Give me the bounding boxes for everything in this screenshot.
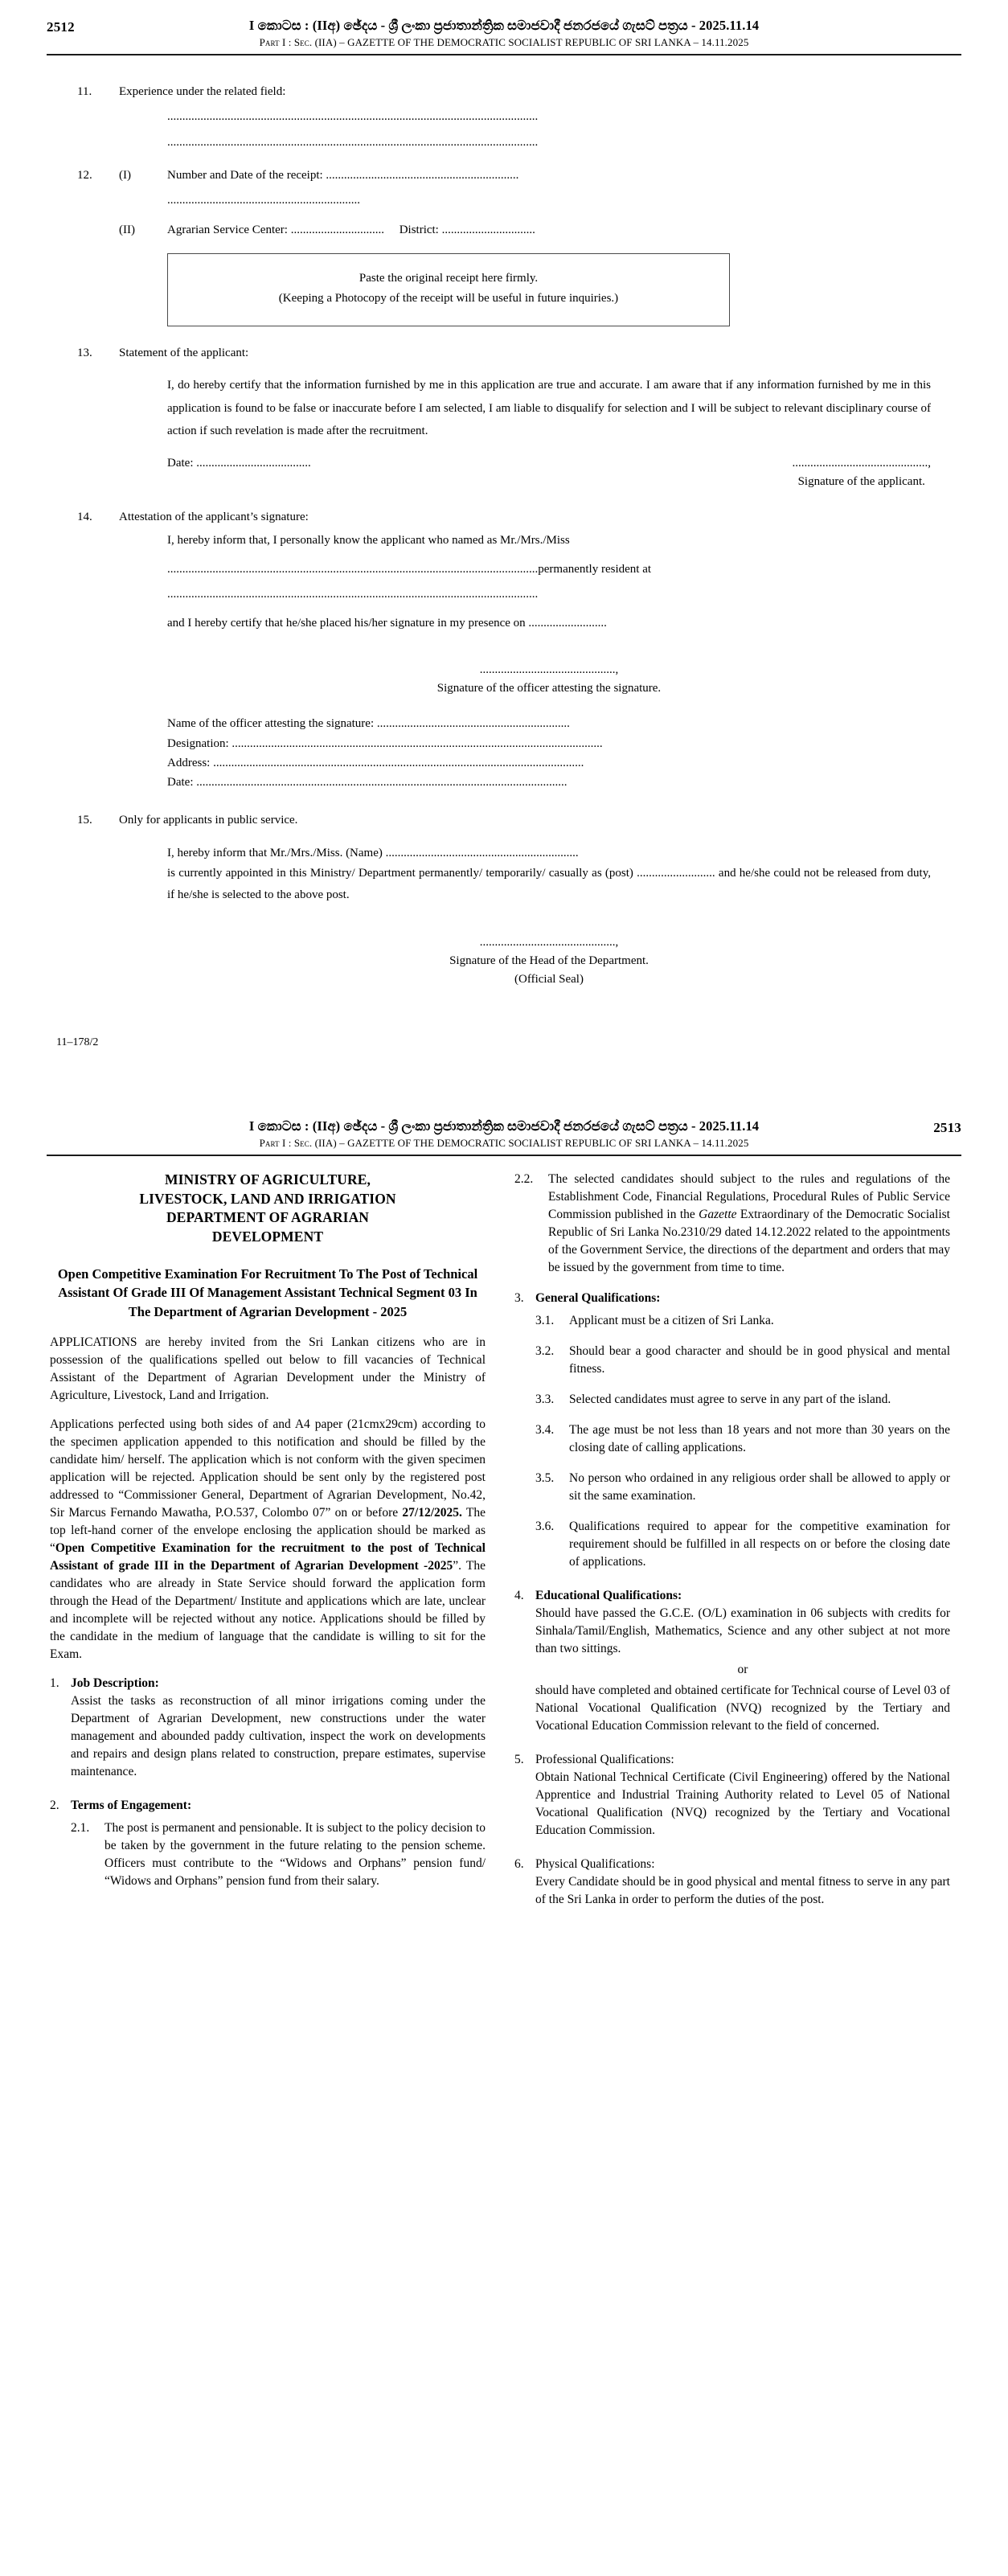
- section-2-terms-of-engagement: [50, 1797, 486, 1890]
- public-service-name-label: I, hereby inform that Mr./Mrs./Miss. (Name): [167, 846, 383, 859]
- section-2-2-body: [548, 1171, 950, 1277]
- form-item-12-i-answer-line[interactable]: ................................................................: [326, 168, 519, 182]
- section-6-body: Every Candidate should be in good physical and mental fitness to serve in any part of the Sri Lanka in order to perform the duties of the post.: [535, 1874, 950, 1906]
- officer-address-row: [167, 753, 931, 773]
- officer-designation-row: [167, 734, 931, 753]
- form-item-12-ii-spacer: [77, 221, 119, 240]
- officer-name-label: Name of the officer attesting the signature:: [167, 717, 375, 731]
- form-item-15-number: 15.: [77, 814, 92, 827]
- section-3-2-item: [535, 1343, 950, 1378]
- page2-header-sinhala: I කොටස : (IIඅ) ඡේදය - ශ්‍රී ලංකා ප්‍රජාතාන්ත්‍රික සමාජවාදී ජනරජයේ ගැසට් පත්‍රය - 2025.11.14: [248, 1118, 760, 1134]
- section-3-1-number: 3.1.: [535, 1313, 555, 1327]
- form-item-14-block: [167, 530, 931, 793]
- form-item-11-answer-line-1[interactable]: ...........................................................................................................................: [167, 110, 539, 124]
- section-3-number: 3.: [514, 1290, 524, 1305]
- page-separator: [0, 1049, 1008, 1118]
- applicant-signature-block: [793, 454, 932, 492]
- form-item-12-i-answer-line-2[interactable]: ................................................................: [167, 194, 360, 207]
- page1-folio-number: 2512: [47, 19, 75, 35]
- section-4-number: 4.: [514, 1588, 524, 1602]
- section-5-body: Obtain National Technical Certificate (Civil Engineering) offered by the National Apprentice and Industrial Training Authority related to Level 05 of National Vocational Qualification (NVQ) recognized by the Tertiary and Vocational Education Commission.: [535, 1770, 950, 1837]
- district-label: District:: [399, 224, 439, 237]
- section-3-6-number: 3.6.: [535, 1519, 555, 1533]
- section-2-1-item: [71, 1819, 486, 1890]
- applicant-date-input-line[interactable]: ......................................: [196, 457, 311, 470]
- section-2-2-item: [514, 1171, 950, 1277]
- section-6-number: 6.: [514, 1856, 524, 1871]
- section-3-2-body: Should bear a good character and should be in good physical and mental fitness.: [569, 1343, 950, 1376]
- form-item-11-number: 11.: [77, 85, 92, 98]
- notice-left-column: [50, 1171, 486, 1893]
- ministry-heading-line-4: DEVELOPMENT: [211, 1229, 324, 1245]
- form-item-12-i-label: Number and Date of the receipt:: [167, 168, 323, 182]
- section-3-3-item: [535, 1391, 950, 1409]
- section-6-heading: Physical Qualifications:: [535, 1856, 655, 1871]
- officer-signature-input-line[interactable]: .............................................,: [479, 662, 619, 676]
- gazette-page-2512: [0, 0, 1008, 1049]
- section-3-1-item: [535, 1312, 950, 1330]
- page1-header-english: Part I : Sec. (IIA) – GAZETTE OF THE DEMOCRATIC SOCIALIST REPUBLIC OF SRI LANKA – 14.11.2025: [259, 36, 749, 48]
- section-1-body: Assist the tasks as reconstruction of all minor irrigations coming under the Department of Agrarian Development, new constructions under the water management and abounded paddy cultivation, inspect the work on developments and repairs and design plans related to construction, prepare estimates, supervise maintenance.: [71, 1694, 486, 1779]
- officer-address-input-line[interactable]: ...........................................................................................................................: [213, 756, 584, 769]
- section-3-general-qualifications: [514, 1290, 950, 1571]
- head-of-department-signature-input-line[interactable]: .............................................,: [479, 935, 619, 949]
- public-service-name-input-line[interactable]: ................................................................: [385, 846, 579, 859]
- section-3-6-body: Qualifications required to appear for the competitive examination for requirement should be fulfilled in all respects on or before the closing date of applications.: [569, 1519, 950, 1569]
- section-3-5-number: 3.5.: [535, 1471, 555, 1485]
- agrarian-service-center-label: Agrarian Service Center:: [167, 224, 288, 237]
- section-1-number: 1.: [50, 1676, 59, 1691]
- page1-header-sinhala: I කොටස : (IIඅ) ඡේදය - ශ්‍රී ලංකා ප්‍රජාතාන්ත්‍රික සමාජවාදී ජනරජයේ ගැසට් පත්‍රය - 2025.11.14: [248, 18, 760, 33]
- applicant-statement-paragraph: I, do hereby certify that the information furnished by me in this application are true and accurate. I am aware that if any information furnished by me in this application is found to be false or inaccurate before I am selected, I am liable to disqualify for selection and I will be subject to relevant disciplinary course of action if such revelation is made after the recruitment.: [167, 378, 931, 438]
- notice-two-column-body: [0, 1156, 1008, 1912]
- section-4-body-option-2: should have completed and obtained certificate for Technical course of Level 03 of National Vocational Qualification (NVQ) recognized by the Tertiary and Vocational Education Commission relevant to the field of concerned.: [535, 1683, 950, 1733]
- section-3-1-body: Applicant must be a citizen of Sri Lanka.: [569, 1313, 774, 1327]
- form-item-14-label: Attestation of the applicant’s signature:: [119, 510, 309, 523]
- section-3-3-body: Selected candidates must agree to serve in any part of the island.: [569, 1392, 891, 1406]
- form-item-11-label: Experience under the related field:: [119, 85, 286, 98]
- form-item-15: [77, 811, 931, 830]
- ministry-heading-line-1: MINISTRY OF AGRICULTURE,: [164, 1171, 371, 1188]
- attestation-presence-label: and I hereby certify that he/she placed his/her signature in my presence on: [167, 617, 526, 630]
- form-item-12-ii-row: [167, 221, 931, 240]
- ministry-heading-line-2: LIVESTOCK, LAND AND IRRIGATION: [139, 1190, 396, 1207]
- application-submission-text-3: ”. The candidates who are already in State Service should forward the application form through the Head of the Department/ Institute and applications which are late, unclear and incomplete will be rejected without any notice. Applications should be filled by the candidate in the medium of language that the candidate is willing to sit for the Exam.: [50, 1559, 486, 1662]
- form-item-13: [77, 344, 931, 363]
- public-service-release-text: and he/she could not be released from duty, if he/she is selected to the above post.: [167, 866, 931, 901]
- section-5-number: 5.: [514, 1752, 524, 1766]
- section-3-5-item: [535, 1470, 950, 1505]
- form-item-15-label: Only for applicants in public service.: [119, 814, 298, 827]
- applicant-date-field: [167, 454, 311, 473]
- section-2-1-number: 2.1.: [71, 1821, 90, 1836]
- page1-reference-code: 11–178/2: [56, 1036, 99, 1048]
- form-item-14-number: 14.: [77, 510, 92, 523]
- section-3-6-item: [535, 1518, 950, 1571]
- gazette-italic-word: Gazette: [699, 1207, 737, 1221]
- gazette-page-2513: [0, 1118, 1008, 1912]
- section-2-2-text-a: The selected candidates should subject to the rules and regulations of the Establishment Code, Financial Regulations, Procedural Rules of Public Service Commission published in the: [548, 1171, 950, 1221]
- officer-signature-caption: Signature of the officer attesting the signature.: [436, 681, 662, 695]
- examination-title: Open Competitive Examination For Recruitment To The Post of Technical Assistant Of Grade III Of Management Assistant Technical Segment 03 In The Department of Agrarian Development - 2025: [57, 1265, 478, 1319]
- officer-designation-input-line[interactable]: ...........................................................................................................................: [232, 736, 603, 750]
- attestation-name-line: [167, 560, 931, 579]
- officer-date-input-line[interactable]: ...........................................................................................................................: [196, 776, 568, 790]
- envelope-marking-text: Open Competitive Examination for the recruitment to the post of Technical Assistant of grade III in the Department of Agrarian Development -2025: [50, 1541, 486, 1573]
- section-1-job-description: [50, 1675, 486, 1781]
- form-item-13-number: 13.: [77, 346, 92, 359]
- section-4-educational-qualifications: [514, 1587, 950, 1735]
- agrarian-service-center-input-line[interactable]: ...............................: [290, 224, 384, 237]
- page2-folio-spacer: [47, 1118, 88, 1120]
- paste-receipt-line-1: Paste the original receipt here firmly.: [359, 271, 539, 285]
- public-service-appointment-paragraph: [167, 863, 931, 906]
- form-item-12-roman-ii: (II): [119, 224, 135, 237]
- attestation-presence-row: [167, 613, 931, 633]
- officer-designation-label: Designation:: [167, 736, 229, 750]
- officer-signature-block: [167, 661, 931, 699]
- officer-name-input-line[interactable]: ................................................................: [376, 717, 570, 731]
- section-4-or-separator: or: [737, 1662, 748, 1676]
- section-3-4-body: The age must be not less than 18 years and not more than 30 years on the closing date of calling applications.: [569, 1422, 950, 1454]
- attestation-presence-date-line[interactable]: ..........................: [528, 617, 607, 630]
- officer-date-label: Date:: [167, 776, 194, 790]
- ministry-heading-line-3: DEPARTMENT OF AGRARIAN: [166, 1209, 370, 1226]
- form-item-12-i-row: [167, 166, 931, 185]
- form-item-12-number: 12.: [77, 168, 92, 182]
- section-1-heading: Job Description:: [71, 1676, 159, 1691]
- attestation-address-input-line[interactable]: ...........................................................................................................................: [167, 588, 539, 601]
- attestation-paragraph-a: I, hereby inform that, I personally know the applicant who named as Mr./Mrs./Miss: [167, 533, 570, 547]
- notice-right-column: [514, 1171, 950, 1912]
- paste-receipt-line-2: (Keeping a Photocopy of the receipt will be useful in future inquiries.): [278, 292, 619, 305]
- section-2-2-text-b: Extraordinary of the Democratic Socialist Republic of Sri Lanka No.2310/29 dated 14.12.2022 related to the appointments of the Government Service, the directions of the department and orders that may be issued by the government from time to time.: [548, 1207, 950, 1274]
- section-4-heading: Educational Qualifications:: [535, 1588, 682, 1602]
- attestation-permanently-resident-label: permanently resident at: [538, 562, 652, 576]
- section-3-2-number: 3.2.: [535, 1343, 555, 1358]
- form-item-11-answer-line-2[interactable]: ...........................................................................................................................: [167, 135, 539, 149]
- ministry-heading: [50, 1171, 486, 1247]
- official-seal-caption: (Official Seal): [514, 973, 584, 987]
- form-item-13-label: Statement of the applicant:: [119, 346, 249, 359]
- application-submission-text-1: Applications perfected using both sides of and A4 paper (21cmx29cm) according to the specimen application appended to this notification and should be filled by the candidate him/ herself. The application which is not conform with the given specimen application will be rejected. Application should be sent only by the registered post addressed to “Commissioner General, Department of Agrarian Development, No.42, Sir Marcus Fernando Mawatha, P.O.537, Colombo 07” on or before: [50, 1417, 486, 1520]
- applications-invited-paragraph: APPLICATIONS are hereby invited from the Sri Lankan citizens who are in possession of the qualifications spelled out below to fill vacancies of Technical Assistant of the Department of Agrarian Development under the Ministry of Agriculture, Livestock, Land and Irrigation.: [50, 1335, 486, 1403]
- officer-address-label: Address:: [167, 756, 211, 769]
- application-submission-paragraph: [50, 1416, 486, 1663]
- officer-date-row: [167, 773, 931, 792]
- form-item-13-block: [167, 374, 931, 492]
- head-of-department-signature-block: [167, 933, 931, 990]
- form-item-14: [77, 508, 931, 527]
- section-3-heading: General Qualifications:: [535, 1290, 661, 1305]
- page2-folio-number: 2513: [933, 1119, 961, 1135]
- applicant-signature-row: [167, 454, 931, 492]
- section-3-4-number: 3.4.: [535, 1422, 555, 1437]
- applicant-signature-caption: Signature of the applicant.: [797, 475, 925, 489]
- officer-name-row: [167, 714, 931, 733]
- application-deadline-date: 27/12/2025.: [402, 1506, 462, 1520]
- form-item-11: [77, 83, 931, 101]
- page1-folio-spacer: [920, 18, 961, 19]
- section-2-heading: Terms of Engagement:: [71, 1799, 192, 1813]
- section-3-3-number: 3.3.: [535, 1392, 555, 1406]
- district-input-line[interactable]: ...............................: [441, 224, 535, 237]
- form-item-12: [77, 166, 931, 185]
- page1-running-head: [0, 18, 1008, 49]
- form-item-15-block: [167, 843, 931, 990]
- section-5-heading: Professional Qualifications:: [535, 1752, 674, 1766]
- application-form-body: [0, 55, 1008, 990]
- applicant-signature-input-line[interactable]: .............................................,: [792, 457, 931, 470]
- section-4-body-option-1: Should have passed the G.C.E. (O/L) examination in 06 subjects with credits for Sinhala/Tamil/English, Mathematics, Science and any other subject at not more than two sittings.: [535, 1606, 950, 1655]
- public-service-post-input-line[interactable]: ..........................: [637, 866, 715, 880]
- section-5-professional-qualifications: [514, 1751, 950, 1840]
- section-3-4-item: [535, 1421, 950, 1457]
- section-2-number: 2.: [50, 1799, 59, 1813]
- head-of-department-signature-caption: Signature of the Head of the Department.: [449, 954, 649, 968]
- section-6-physical-qualifications: [514, 1856, 950, 1909]
- attestation-name-input-line[interactable]: ...........................................................................................................................: [167, 562, 539, 576]
- application-submission-text-2: The top left-hand corner of the envelope enclosing the application should be marked as “: [50, 1506, 486, 1556]
- form-item-12-ii: [77, 221, 931, 240]
- form-item-12-roman-i: (I): [119, 168, 131, 182]
- section-2-2-number: 2.2.: [514, 1171, 534, 1186]
- section-3-5-body: No person who ordained in any religious order shall be allowed to apply or sit the same examination.: [569, 1471, 950, 1503]
- public-service-appointment-text: is currently appointed in this Ministry/ Department permanently/ temporarily/ casually as (post): [167, 866, 633, 880]
- page2-header-english: Part I : Sec. (IIA) – GAZETTE OF THE DEMOCRATIC SOCIALIST REPUBLIC OF SRI LANKA – 14.11.2025: [259, 1136, 749, 1149]
- paste-receipt-box: [167, 253, 730, 326]
- applicant-date-label: Date:: [167, 457, 194, 470]
- section-2-1-body: The post is permanent and pensionable. It is subject to the policy decision to be taken by the government in the future relating to the pension scheme. Officers must contribute to the “Widows and Orphans” pension fund/ “Widows and Orphans” pension fund from their salary.: [104, 1821, 486, 1889]
- page2-running-head: [0, 1118, 1008, 1150]
- public-service-name-row: [167, 843, 931, 863]
